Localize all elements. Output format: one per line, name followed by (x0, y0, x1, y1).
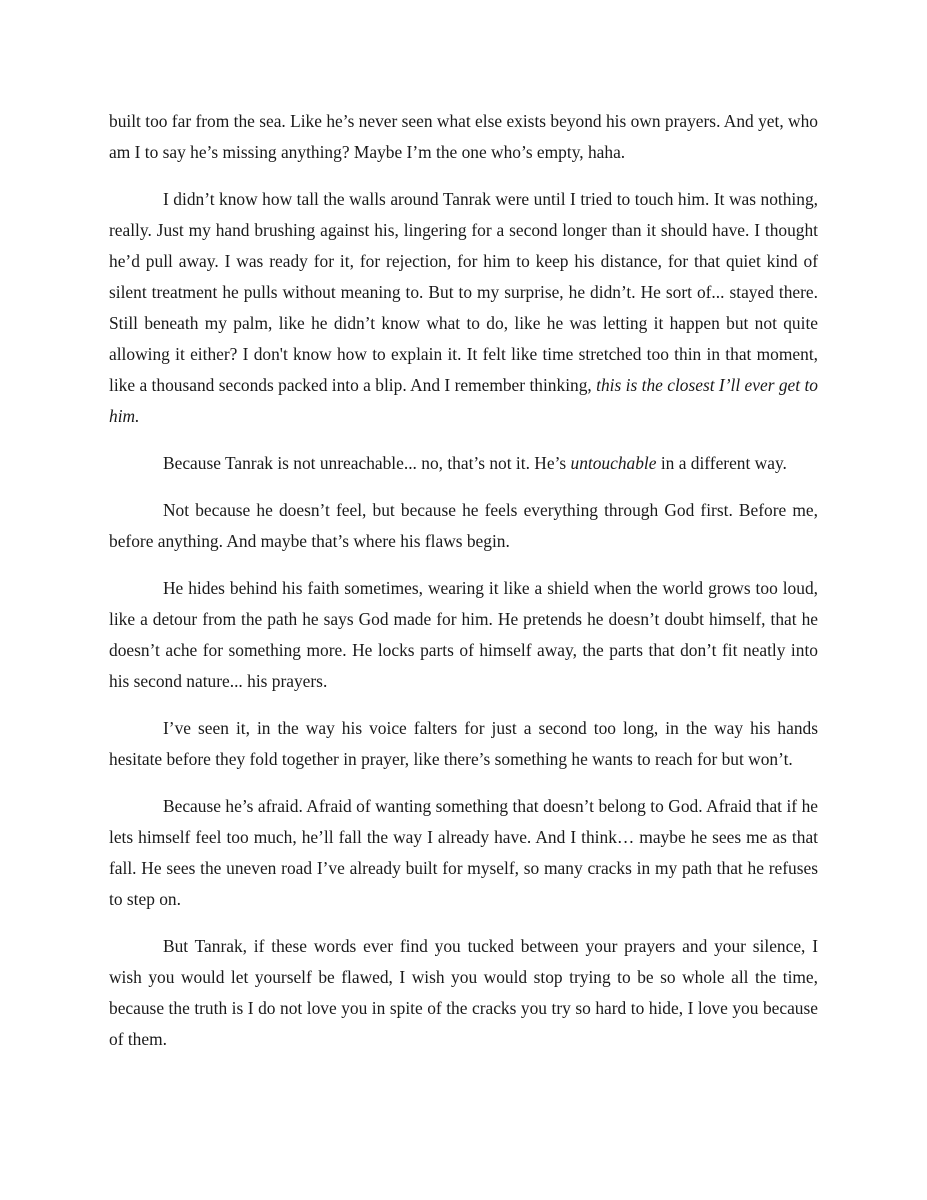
paragraph (109, 448, 818, 479)
paragraph-text: But Tanrak, if these words ever find you tucked between your prayers and your silence, I wish you would let yourself be flawed, I wish you would stop trying to be so whole all the time, because the truth is I do not love you in spite of the cracks you try so hard to hide, I love you because of them. (109, 936, 818, 1049)
paragraph-text: built too far from the sea. Like he’s never seen what else exists beyond his own prayers. And yet, who am I to say he’s missing anything? Maybe I’m the one who’s empty, haha. (109, 111, 818, 162)
paragraph (109, 931, 818, 1055)
paragraph-text: Not because he doesn’t feel, but because he feels everything through God first. Before me, before anything. And maybe that’s where his flaws begin. (109, 500, 818, 551)
paragraph-italic-text: untouchable (570, 453, 657, 473)
paragraph (109, 713, 818, 775)
text-body (109, 106, 818, 1055)
paragraph-italic-text: this is the closest I’ll ever get to him. (109, 375, 818, 426)
paragraph-text: He hides behind his faith sometimes, wearing it like a shield when the world grows too loud, like a detour from the path he says God made for him. He pretends he doesn’t doubt himself, that he doesn’t ache for something more. He locks parts of himself away, the parts that don’t fit neatly into his second nature... his prayers. (109, 578, 818, 691)
paragraph-text: in a different way. (656, 453, 787, 473)
paragraph (109, 184, 818, 432)
paragraph-text: I’ve seen it, in the way his voice falters for just a second too long, in the way his hands hesitate before they fold together in prayer, like there’s something he wants to reach for but won’t. (109, 718, 818, 769)
paragraph (109, 791, 818, 915)
paragraph-text: I didn’t know how tall the walls around Tanrak were until I tried to touch him. It was nothing, really. Just my hand brushing against his, lingering for a second longer than it should have. I thought he’d pull away. I was ready for it, for rejection, for him to keep his distance, for that quiet kind of silent treatment he pulls without meaning to. But to my surprise, he didn’t. He sort of... stayed there. Still beneath my palm, like he didn’t know what to do, like he was letting it happen but not quite allowing it either? I don't know how to explain it. It felt like time stretched too thin in that moment, like a thousand seconds packed into a blip. And I remember thinking, (109, 189, 818, 395)
paragraph (109, 495, 818, 557)
paragraph-text: Because he’s afraid. Afraid of wanting something that doesn’t belong to God. Afraid that if he lets himself feel too much, he’ll fall the way I already have. And I think… maybe he sees me as that fall. He sees the uneven road I’ve already built for myself, so many cracks in my path that he refuses to step on. (109, 796, 818, 909)
paragraph (109, 573, 818, 697)
paragraph (109, 106, 818, 168)
paragraph-text: Because Tanrak is not unreachable... no, that’s not it. He’s (163, 453, 571, 473)
